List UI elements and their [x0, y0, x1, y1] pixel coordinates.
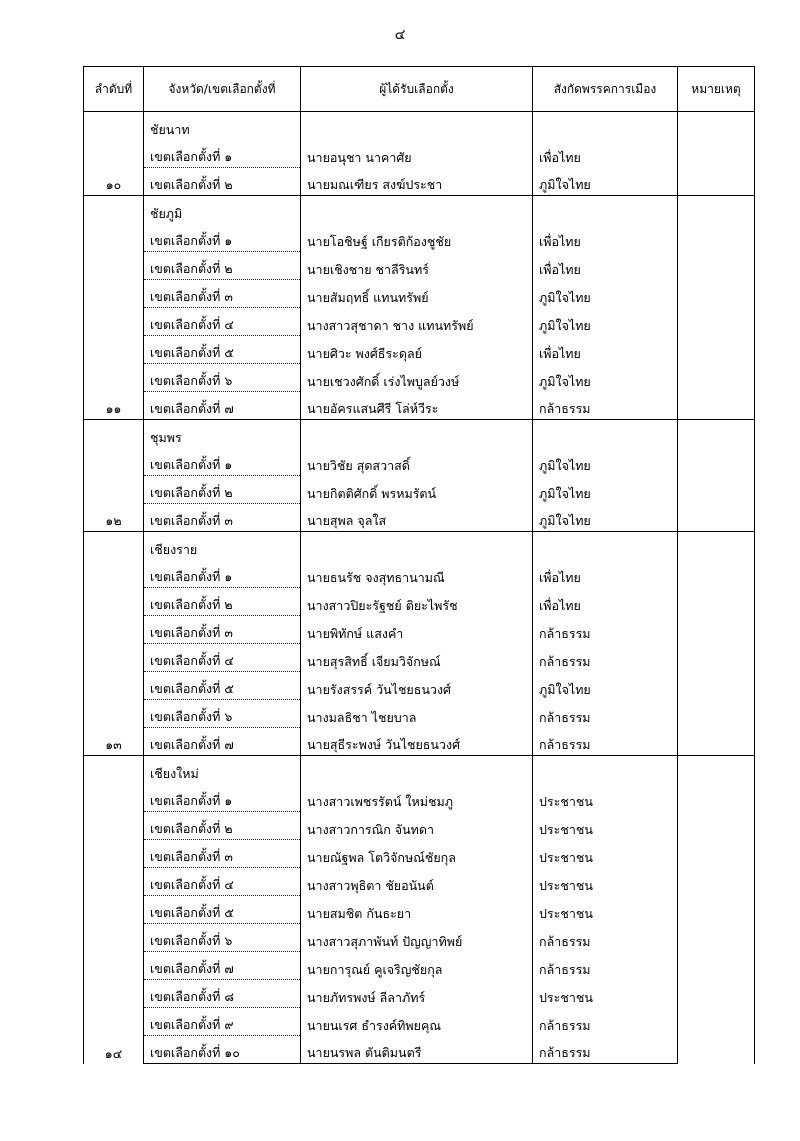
elected-name: นายนเรศ ธำรงค์ทิพยคุณ — [301, 1008, 533, 1036]
district-row — [84, 140, 755, 168]
elected-name: นายสุรสิทธิ์ เจียมวิจักษณ์ — [301, 644, 533, 672]
party-name: เพื่อไทย — [533, 560, 678, 588]
district-row — [84, 784, 755, 812]
province-name: เชียงใหม่ — [144, 756, 301, 785]
remarks-cell — [678, 196, 755, 420]
district-label: เขตเลือกตั้งที่ ๔ — [144, 644, 301, 672]
party-name: ภูมิใจไทย — [533, 168, 678, 196]
province-name: ชัยนาท — [144, 112, 301, 141]
party-name: ประชาชน — [533, 784, 678, 812]
province-row — [84, 420, 755, 449]
party-name: ภูมิใจไทย — [533, 672, 678, 700]
party-name: ประชาชน — [533, 840, 678, 868]
empty-cell — [301, 532, 533, 561]
district-label: เขตเลือกตั้งที่ ๖ — [144, 364, 301, 392]
remarks-cell — [678, 532, 755, 756]
empty-cell — [533, 420, 678, 449]
remarks-cell — [678, 112, 755, 196]
district-row — [84, 308, 755, 336]
elected-name: นายสัมฤทธิ์ แทนทรัพย์ — [301, 280, 533, 308]
district-row — [84, 952, 755, 980]
district-label: เขตเลือกตั้งที่ ๑ — [144, 784, 301, 812]
party-name: กล้าธรรม — [533, 616, 678, 644]
elected-name: นายโอชิษฐ์ เกียรติก้องชูชัย — [301, 224, 533, 252]
elected-name: นายการุณย์ คูเจริญชัยกุล — [301, 952, 533, 980]
empty-cell — [301, 112, 533, 141]
remarks-cell — [678, 420, 755, 532]
district-label: เขตเลือกตั้งที่ ๒ — [144, 168, 301, 196]
district-row — [84, 392, 755, 420]
elected-name: นางสาวเพชรรัตน์ ใหม่ชมภู — [301, 784, 533, 812]
district-label: เขตเลือกตั้งที่ ๕ — [144, 672, 301, 700]
district-row — [84, 896, 755, 924]
empty-cell — [301, 420, 533, 449]
province-number: ๑๐ — [84, 112, 144, 196]
empty-cell — [301, 756, 533, 785]
province-number: ๑๒ — [84, 420, 144, 532]
party-name: เพื่อไทย — [533, 588, 678, 616]
district-label: เขตเลือกตั้งที่ ๖ — [144, 700, 301, 728]
district-label: เขตเลือกตั้งที่ ๒ — [144, 588, 301, 616]
elected-name: นายสุพล จุลใส — [301, 504, 533, 532]
party-name: ประชาชน — [533, 896, 678, 924]
district-label: เขตเลือกตั้งที่ ๔ — [144, 308, 301, 336]
district-label: เขตเลือกตั้งที่ ๓ — [144, 280, 301, 308]
district-label: เขตเลือกตั้งที่ ๕ — [144, 336, 301, 364]
elected-name: นายนรพล ตันติมนตรี — [301, 1036, 533, 1064]
header-elected: ผู้ได้รับเลือกตั้ง — [301, 67, 533, 112]
district-row — [84, 924, 755, 952]
party-name: เพื่อไทย — [533, 252, 678, 280]
party-name: กล้าธรรม — [533, 924, 678, 952]
district-label: เขตเลือกตั้งที่ ๒ — [144, 476, 301, 504]
party-name: ภูมิใจไทย — [533, 364, 678, 392]
party-name: กล้าธรรม — [533, 952, 678, 980]
district-label: เขตเลือกตั้งที่ ๑๐ — [144, 1036, 301, 1064]
province-name: เชียงราย — [144, 532, 301, 561]
party-name: เพื่อไทย — [533, 140, 678, 168]
elected-name: นายณัฐพล โตวิจักษณ์ชัยกุล — [301, 840, 533, 868]
district-label: เขตเลือกตั้งที่ ๓ — [144, 504, 301, 532]
elected-name: นายพิทักษ์ แสงคำ — [301, 616, 533, 644]
elected-name: นายเชวงศักดิ์ เร่งไพบูลย์วงษ์ — [301, 364, 533, 392]
empty-cell — [533, 532, 678, 561]
party-name: กล้าธรรม — [533, 728, 678, 756]
district-row — [84, 364, 755, 392]
province-row — [84, 112, 755, 141]
district-row — [84, 700, 755, 728]
results-body — [84, 112, 755, 1064]
header-party: สังกัดพรรคการเมือง — [533, 67, 678, 112]
district-row — [84, 616, 755, 644]
district-row — [84, 280, 755, 308]
district-label: เขตเลือกตั้งที่ ๒ — [144, 812, 301, 840]
elected-name: นางสาวพุธิตา ชัยอนันต์ — [301, 868, 533, 896]
province-name: ชุมพร — [144, 420, 301, 449]
elected-name: นายธนรัช จงสุทธานามณี — [301, 560, 533, 588]
empty-cell — [533, 112, 678, 141]
district-row — [84, 476, 755, 504]
province-number: ๑๑ — [84, 196, 144, 420]
district-row — [84, 672, 755, 700]
district-label: เขตเลือกตั้งที่ ๑ — [144, 448, 301, 476]
district-row — [84, 504, 755, 532]
elected-name: นายสมชิต กันธะยา — [301, 896, 533, 924]
province-number: ๑๔ — [84, 756, 144, 1064]
election-results-table — [83, 66, 755, 1064]
elected-name: นายสุธีระพงษ์ วันไชยธนวงศ์ — [301, 728, 533, 756]
district-label: เขตเลือกตั้งที่ ๑ — [144, 140, 301, 168]
district-row — [84, 1008, 755, 1036]
elected-name: นายรังสรรค์ วันไชยธนวงศ์ — [301, 672, 533, 700]
elected-name: นางสาวสุชาดา ชาง แทนทรัพย์ — [301, 308, 533, 336]
elected-name: นายเชิงชาย ชาลีรินทร์ — [301, 252, 533, 280]
page-number: ๔ — [394, 27, 406, 43]
party-name: กล้าธรรม — [533, 392, 678, 420]
party-name: ภูมิใจไทย — [533, 280, 678, 308]
party-name: ประชาชน — [533, 812, 678, 840]
district-row — [84, 588, 755, 616]
district-label: เขตเลือกตั้งที่ ๔ — [144, 868, 301, 896]
district-row — [84, 840, 755, 868]
province-row — [84, 756, 755, 785]
province-row — [84, 532, 755, 561]
elected-name: นายศิวะ พงศ์ธีระดุลย์ — [301, 336, 533, 364]
empty-cell — [301, 196, 533, 225]
header-order: ลำดับที่ — [84, 67, 144, 112]
elected-name: นายมณเฑียร สงฆ์ประชา — [301, 168, 533, 196]
header-province-district: จังหวัด/เขตเลือกตั้งที่ — [144, 67, 301, 112]
empty-cell — [533, 196, 678, 225]
district-label: เขตเลือกตั้งที่ ๗ — [144, 392, 301, 420]
elected-name: นางสาวการณิก จันทดา — [301, 812, 533, 840]
party-name: เพื่อไทย — [533, 336, 678, 364]
elected-name: นายอนุชา นาคาศัย — [301, 140, 533, 168]
district-row — [84, 336, 755, 364]
party-name: กล้าธรรม — [533, 700, 678, 728]
party-name: ประชาชน — [533, 868, 678, 896]
district-label: เขตเลือกตั้งที่ ๘ — [144, 980, 301, 1008]
elected-name: นายกิตติศักดิ์ พรหมรัตน์ — [301, 476, 533, 504]
party-name: กล้าธรรม — [533, 644, 678, 672]
district-label: เขตเลือกตั้งที่ ๗ — [144, 728, 301, 756]
party-name: ภูมิใจไทย — [533, 476, 678, 504]
district-label: เขตเลือกตั้งที่ ๙ — [144, 1008, 301, 1036]
party-name: กล้าธรรม — [533, 1008, 678, 1036]
elected-name: นายอัครแสนศีรี โล่ห์วีระ — [301, 392, 533, 420]
district-row — [84, 560, 755, 588]
party-name: ประชาชน — [533, 980, 678, 1008]
party-name: ภูมิใจไทย — [533, 504, 678, 532]
district-label: เขตเลือกตั้งที่ ๑ — [144, 560, 301, 588]
province-name: ชัยภูมิ — [144, 196, 301, 225]
party-name: เพื่อไทย — [533, 224, 678, 252]
district-label: เขตเลือกตั้งที่ ๑ — [144, 224, 301, 252]
elected-name: นายภัทรพงษ์ ลีลาภัทร์ — [301, 980, 533, 1008]
header-row — [84, 67, 755, 112]
district-row — [84, 644, 755, 672]
header-remarks: หมายเหตุ — [678, 67, 755, 112]
district-row — [84, 980, 755, 1008]
party-name: ภูมิใจไทย — [533, 448, 678, 476]
district-label: เขตเลือกตั้งที่ ๓ — [144, 840, 301, 868]
empty-cell — [533, 756, 678, 785]
party-name: ภูมิใจไทย — [533, 308, 678, 336]
party-name: กล้าธรรม — [533, 1036, 678, 1064]
district-row — [84, 1036, 755, 1064]
province-row — [84, 196, 755, 225]
remarks-cell — [678, 756, 755, 1064]
district-label: เขตเลือกตั้งที่ ๖ — [144, 924, 301, 952]
district-row — [84, 812, 755, 840]
district-label: เขตเลือกตั้งที่ ๒ — [144, 252, 301, 280]
district-row — [84, 728, 755, 756]
district-row — [84, 868, 755, 896]
elected-name: นางสาวสุภาพันท์ ปัญญาทิพย์ — [301, 924, 533, 952]
district-row — [84, 448, 755, 476]
elected-name: นางสาวปิยะรัฐชย์ ติยะไพรัช — [301, 588, 533, 616]
elected-name: นางมลธิชา ไชยบาล — [301, 700, 533, 728]
province-number: ๑๓ — [84, 532, 144, 756]
district-row — [84, 168, 755, 196]
district-row — [84, 224, 755, 252]
district-label: เขตเลือกตั้งที่ ๓ — [144, 616, 301, 644]
district-row — [84, 252, 755, 280]
district-label: เขตเลือกตั้งที่ ๕ — [144, 896, 301, 924]
district-label: เขตเลือกตั้งที่ ๗ — [144, 952, 301, 980]
elected-name: นายวิชัย สุดสวาสดิ์ — [301, 448, 533, 476]
